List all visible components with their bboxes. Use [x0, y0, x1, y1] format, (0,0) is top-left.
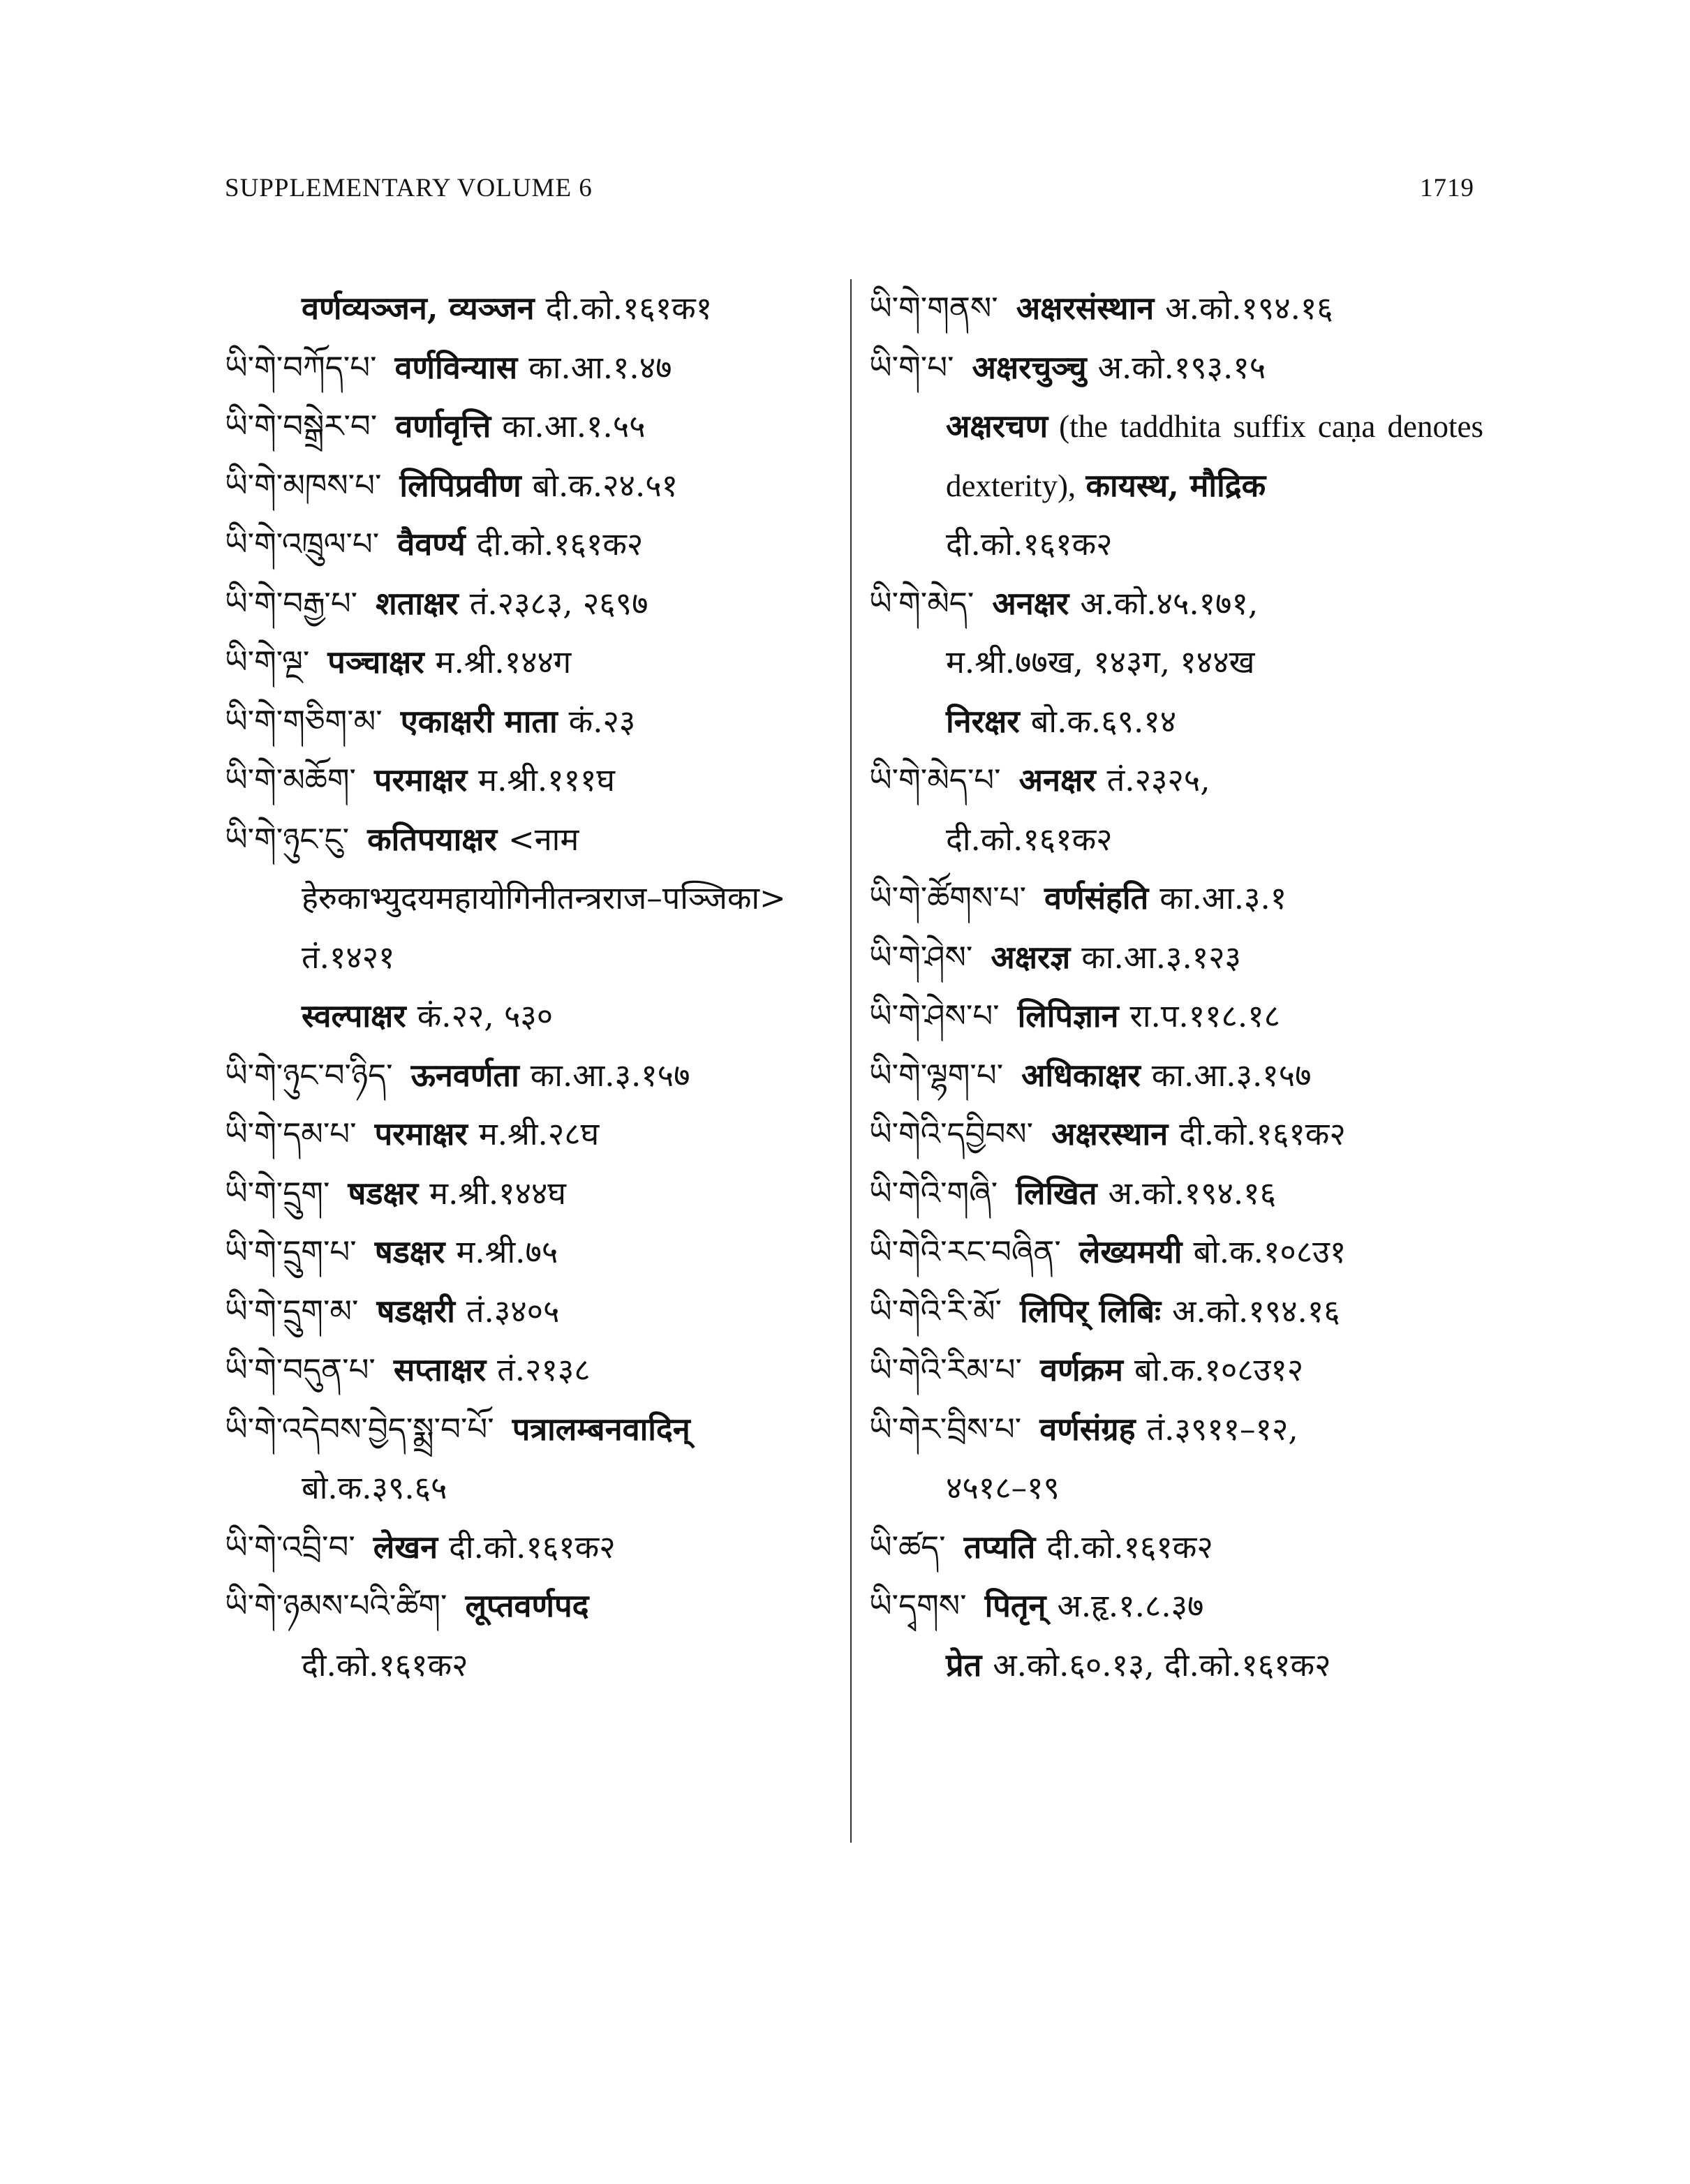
sanskrit-equivalent: वर्णसंग्रह: [1039, 1410, 1136, 1448]
sanskrit-equivalent: परमाक्षर: [373, 762, 468, 798]
dictionary-entry: [869, 1223, 1483, 1282]
tibetan-headword: ཡི་གེ་མེད་པ་: [869, 762, 1001, 798]
entry-line: [869, 1459, 1483, 1518]
sanskrit-equivalent: षडक्षर: [374, 1233, 445, 1270]
sanskrit-equivalent: वर्णव्यञ्जन, व्यञ्जन: [302, 290, 535, 327]
source-reference: अ.को.६०.१३, दी.को.१६१क२: [993, 1646, 1331, 1684]
tibetan-headword: ཡི་གེ་ལྷག་པ་: [869, 1056, 1004, 1094]
entry-line: [225, 1341, 825, 1400]
source-reference: दी.को.१६१क२: [302, 1646, 468, 1684]
source-reference: हेरुकाभ्युदयमहायोगिनीतन्त्रराज–पञ्जिका>: [302, 879, 786, 916]
sanskrit-equivalent: अक्षरचण: [946, 408, 1048, 445]
tibetan-headword: ཡི་གེ་མེད་: [869, 584, 974, 622]
dictionary-entry: [869, 751, 1483, 869]
sanskrit-equivalent: एकाक्षरी माता: [400, 702, 558, 740]
entry-line: [225, 456, 825, 516]
left-column: [225, 279, 825, 1695]
sanskrit-equivalent: कतिपयाक्षर: [367, 820, 497, 858]
sanskrit-equivalent: अनक्षर: [1018, 762, 1096, 798]
source-reference: म.श्री.७५: [456, 1233, 558, 1270]
source-reference: अ.को.१९४.१६: [1165, 290, 1333, 327]
source-reference: का.आ.१.४७: [528, 348, 672, 386]
tibetan-headword: ཡི་གེའི་རང་བཞིན་: [869, 1233, 1061, 1270]
dictionary-entry: [225, 456, 825, 516]
dictionary-entry: [225, 1341, 825, 1400]
sanskrit-equivalent: प्रेत: [946, 1646, 982, 1684]
tibetan-headword: ཡི་གེ་གནས་: [869, 290, 998, 327]
source-reference: रा.प.११८.१८: [1129, 997, 1281, 1034]
sanskrit-equivalent: षडक्षरी: [376, 1292, 455, 1330]
sanskrit-equivalent: वर्णावृत्ति: [395, 408, 491, 445]
sanskrit-equivalent: लेखन: [373, 1528, 438, 1566]
entry-line: [225, 397, 825, 456]
sanskrit-equivalent: पितृन्: [984, 1587, 1046, 1624]
source-reference: बो.क.१०८उ१: [1193, 1233, 1347, 1270]
tibetan-headword: ཡི་གེའི་དབྱིབས་: [869, 1115, 1034, 1152]
page-number: 1719: [1420, 174, 1474, 202]
dictionary-entry: [869, 1164, 1483, 1224]
sanskrit-equivalent: ऊनवर्णता: [410, 1056, 519, 1094]
source-reference: अ.हृ.१.८.३७: [1057, 1587, 1204, 1624]
entry-line: [225, 1636, 825, 1695]
dictionary-entry: [225, 339, 825, 398]
dictionary-entry: [869, 279, 1483, 339]
entry-line: [869, 1164, 1483, 1224]
source-reference: दी.को.१६१क२: [1046, 1528, 1213, 1566]
entry-line: [869, 869, 1483, 928]
entry-line: [869, 810, 1483, 870]
dictionary-entry: [225, 1164, 825, 1224]
dictionary-entry: [225, 279, 825, 339]
sanskrit-equivalent: परमाक्षर: [374, 1115, 468, 1152]
entry-line: [225, 515, 825, 574]
tibetan-headword: ཡི་གེ་ཤེས་པ་: [869, 997, 1000, 1034]
dictionary-entry: [225, 574, 825, 634]
entry-line: [225, 928, 825, 988]
source-reference: का.आ.३.१५७: [530, 1056, 690, 1094]
dictionary-entry: [225, 1518, 825, 1577]
tibetan-headword: ཡི་གེ་བཀོད་པ་: [225, 348, 377, 386]
tibetan-headword: ཡི་གེ་དྲུག་: [225, 1174, 330, 1212]
tibetan-headword: ཡི་ཚད་: [869, 1528, 946, 1566]
entry-line: [225, 1400, 825, 1459]
entry-line: [869, 987, 1483, 1046]
source-reference: <नाम: [507, 820, 579, 858]
entry-line: [225, 279, 825, 339]
source-reference: म.श्री.७७ख, १४३ग, १४४ख: [946, 644, 1255, 681]
entry-line: [225, 1223, 825, 1282]
dictionary-entry: [225, 1046, 825, 1106]
column-divider: [850, 279, 852, 1843]
entry-line: [869, 1341, 1483, 1400]
source-reference: म.श्री.२८घ: [478, 1115, 600, 1152]
sanskrit-equivalent: अक्षरस्थान: [1051, 1115, 1169, 1152]
source-reference: म.श्री.१११घ: [478, 762, 616, 798]
source-reference: अ.को.१९४.१६: [1108, 1174, 1276, 1212]
sanskrit-equivalent: लिपिर् लिबिः: [1020, 1292, 1162, 1330]
entry-line: [225, 1577, 825, 1636]
tibetan-headword: ཡི་གེ་ཤེས་: [869, 938, 973, 976]
entry-line: [225, 1105, 825, 1164]
sanskrit-equivalent: कायस्थ, मौद्रिक: [1085, 466, 1266, 504]
entry-line: [225, 1459, 825, 1518]
sanskrit-equivalent: लिपिज्ञान: [1017, 997, 1119, 1034]
tibetan-headword: ཡི་གེར་བྲིས་པ་: [869, 1410, 1022, 1448]
entry-line: [225, 1518, 825, 1577]
sanskrit-equivalent: निरक्षर: [946, 702, 1020, 740]
entry-line: [225, 751, 825, 810]
dictionary-entry: [225, 810, 825, 1046]
sanskrit-equivalent: तप्यति: [963, 1528, 1036, 1566]
tibetan-headword: ཡི་གེ་བརྒྱ་པ་: [225, 584, 358, 622]
source-reference: म.श्री.१४४ग: [435, 644, 572, 681]
source-reference: तं.३९११–१२,: [1146, 1410, 1298, 1448]
entry-line: [869, 928, 1483, 988]
dictionary-entry: [225, 1282, 825, 1342]
sanskrit-equivalent: वर्णसंहति: [1044, 879, 1149, 916]
tibetan-headword: ཡི་གེ་དྲུག་མ་: [225, 1292, 359, 1330]
sanskrit-equivalent: वर्णक्रम: [1039, 1351, 1123, 1388]
dictionary-entry: [869, 1282, 1483, 1342]
tibetan-headword: ཡི་གེ་བདུན་པ་: [225, 1351, 376, 1388]
entry-line: [869, 574, 1483, 634]
sanskrit-equivalent: लिखित: [1016, 1174, 1097, 1212]
entry-line: [225, 339, 825, 398]
sanskrit-equivalent: शताक्षर: [376, 584, 459, 622]
entry-line: [225, 1046, 825, 1106]
source-reference: दी.को.१६१क२: [1179, 1115, 1346, 1152]
tibetan-headword: ཡི་གེ་མཆོག་: [225, 762, 356, 798]
tibetan-headword: ཡི་གེ་བསྒྲེར་བ་: [225, 408, 378, 445]
entry-line: [869, 1400, 1483, 1459]
sanskrit-equivalent: अनक्षर: [992, 584, 1069, 622]
tibetan-headword: ཡི་གེ་ཚོགས་པ་: [869, 879, 1027, 916]
sanskrit-equivalent: अक्षरज्ञ: [991, 938, 1071, 976]
tibetan-headword: ཡི་གེ་མཁས་པ་: [225, 466, 382, 504]
tibetan-headword: ཡི་དྭགས་: [869, 1587, 967, 1624]
sanskrit-equivalent: अक्षरसंस्थान: [1016, 290, 1155, 327]
dictionary-entry: [869, 1046, 1483, 1106]
entry-line: [869, 633, 1483, 692]
tibetan-headword: ཡི་གེ་དམ་པ་: [225, 1115, 357, 1152]
source-reference: बो.क.३९.६५: [302, 1469, 447, 1506]
source-reference: दी.को.१६१क२: [476, 526, 644, 563]
tibetan-headword: ཡི་གེ་དྲུག་པ་: [225, 1233, 357, 1270]
source-reference: तं.३४०५: [466, 1292, 560, 1330]
entry-line: [869, 1046, 1483, 1106]
source-reference: का.आ.३.१: [1159, 879, 1287, 916]
tibetan-headword: ཡི་གེ་ལྔ་: [225, 644, 310, 681]
entry-line: [869, 515, 1483, 574]
entry-line: [225, 810, 825, 870]
tibetan-headword: ཡི་གེ་པ་: [869, 348, 954, 386]
dictionary-entry: [225, 1223, 825, 1282]
sanskrit-equivalent: वर्णविन्यास: [394, 348, 518, 386]
source-reference: अ.को.१९४.१६: [1172, 1292, 1340, 1330]
source-reference: बो.क.६९.१४: [1030, 702, 1177, 740]
volume-title: SUPPLEMENTARY VOLUME 6: [225, 174, 593, 202]
entry-line: [225, 1164, 825, 1224]
dictionary-entry: [869, 928, 1483, 988]
entry-line: [225, 692, 825, 752]
source-reference: कं.२२, ५३०: [417, 997, 554, 1034]
entry-line: [225, 869, 825, 928]
entry-line: [225, 987, 825, 1046]
sanskrit-equivalent: लेख्यमयी: [1079, 1233, 1183, 1270]
dictionary-entry: [869, 574, 1483, 752]
sanskrit-equivalent: सप्ताक्षर: [393, 1351, 487, 1388]
right-column: [869, 279, 1483, 1695]
entry-line: [869, 692, 1483, 752]
tibetan-headword: ཡི་གེ་འཁྲུལ་པ་: [225, 526, 380, 563]
entry-line: [869, 1105, 1483, 1164]
tibetan-headword: ཡི་གེའི་རི་མོ་: [869, 1292, 1002, 1330]
dictionary-entry: [869, 1400, 1483, 1518]
source-reference: ४५१८–१९: [946, 1469, 1060, 1506]
dictionary-entry: [869, 1105, 1483, 1164]
source-reference: तं.२३८३, २६९७: [469, 584, 648, 622]
tibetan-headword: ཡི་གེ་ཉུང་བ་ཉིད་: [225, 1056, 393, 1094]
tibetan-headword: ཡི་གེ་ཉམས་པའི་ཚིག་: [225, 1587, 447, 1624]
sanskrit-equivalent: लिपिप्रवीण: [399, 466, 521, 504]
sanskrit-equivalent: षडक्षर: [348, 1174, 419, 1212]
source-reference: तं.२३२५,: [1106, 762, 1210, 798]
source-reference: बो.क.२४.५१: [532, 466, 679, 504]
source-reference: का.आ.१.५५: [502, 408, 646, 445]
source-reference: का.आ.३.१२३: [1081, 938, 1241, 976]
sanskrit-equivalent: वैवर्ण्य: [397, 526, 466, 563]
entry-line: [869, 397, 1483, 515]
source-reference: तं.२१३८: [497, 1351, 591, 1388]
tibetan-headword: ཡི་གེ་གཅིག་མ་: [225, 702, 383, 740]
sanskrit-equivalent: लूप्तवर्णपद: [465, 1587, 589, 1624]
sanskrit-equivalent: अक्षरचुञ्चु: [972, 348, 1087, 386]
dictionary-entry: [869, 1341, 1483, 1400]
source-reference: तं.१४२१: [302, 938, 395, 976]
entry-line: [869, 1577, 1483, 1636]
source-reference: दी.को.१६१क२: [946, 526, 1113, 563]
dictionary-entry: [869, 987, 1483, 1046]
entry-line: [869, 1518, 1483, 1577]
tibetan-headword: ཡི་གེ་འབྲི་བ་: [225, 1528, 355, 1566]
entry-line: [869, 1636, 1483, 1695]
dictionary-entry: [225, 397, 825, 456]
dictionary-entry: [225, 692, 825, 752]
dictionary-entry: [225, 633, 825, 692]
dictionary-entry: [225, 1105, 825, 1164]
source-reference: दी.को.१६१क२: [946, 820, 1113, 858]
entry-line: [869, 751, 1483, 810]
entry-line: [225, 633, 825, 692]
dictionary-entry: [225, 1400, 825, 1518]
source-reference: का.आ.३.१५७: [1151, 1056, 1312, 1094]
running-header: [225, 173, 1474, 215]
dictionary-entry: [869, 1577, 1483, 1695]
dictionary-entry: [869, 1518, 1483, 1577]
tibetan-headword: ཡི་གེའི་གཞི་: [869, 1174, 998, 1212]
entry-line: [869, 1223, 1483, 1282]
tibetan-headword: ཡི་གེའི་རིམ་པ་: [869, 1351, 1022, 1388]
source-reference: अ.को.१९३.१५: [1097, 348, 1266, 386]
entry-line: [225, 1282, 825, 1342]
source-reference: बो.क.१०८उ१२: [1134, 1351, 1304, 1388]
entry-line: [869, 279, 1483, 339]
source-reference: कं.२३: [568, 702, 636, 740]
entry-line: [869, 1282, 1483, 1342]
source-reference: दी.को.१६१क२: [449, 1528, 616, 1566]
sanskrit-equivalent: अधिकाक्षर: [1021, 1056, 1141, 1094]
gloss-note: (the taddhita suffix caṇa denotes dexterity),: [946, 409, 1483, 503]
dictionary-entry: [225, 751, 825, 810]
tibetan-headword: ཡི་གེ་འདེབས་བྱེད་སྨྲ་བ་པོ་: [225, 1410, 494, 1448]
dictionary-entry: [869, 869, 1483, 928]
source-reference: म.श्री.१४४घ: [429, 1174, 566, 1212]
source-reference: दी.को.१६१क१: [545, 290, 713, 327]
source-reference: अ.को.४५.१७१,: [1080, 584, 1259, 622]
entry-line: [869, 339, 1483, 398]
dictionary-entry: [869, 339, 1483, 574]
dictionary-entry: [225, 515, 825, 574]
tibetan-headword: ཡི་གེ་ཉུང་ངུ་: [225, 820, 350, 858]
sanskrit-equivalent: पञ्चाक्षर: [327, 644, 424, 681]
entry-line: [225, 574, 825, 634]
dictionary-entry: [225, 1577, 825, 1695]
sanskrit-equivalent: पत्रालम्बनवादिन्: [512, 1410, 690, 1448]
sanskrit-equivalent: स्वल्पाक्षर: [302, 997, 406, 1034]
